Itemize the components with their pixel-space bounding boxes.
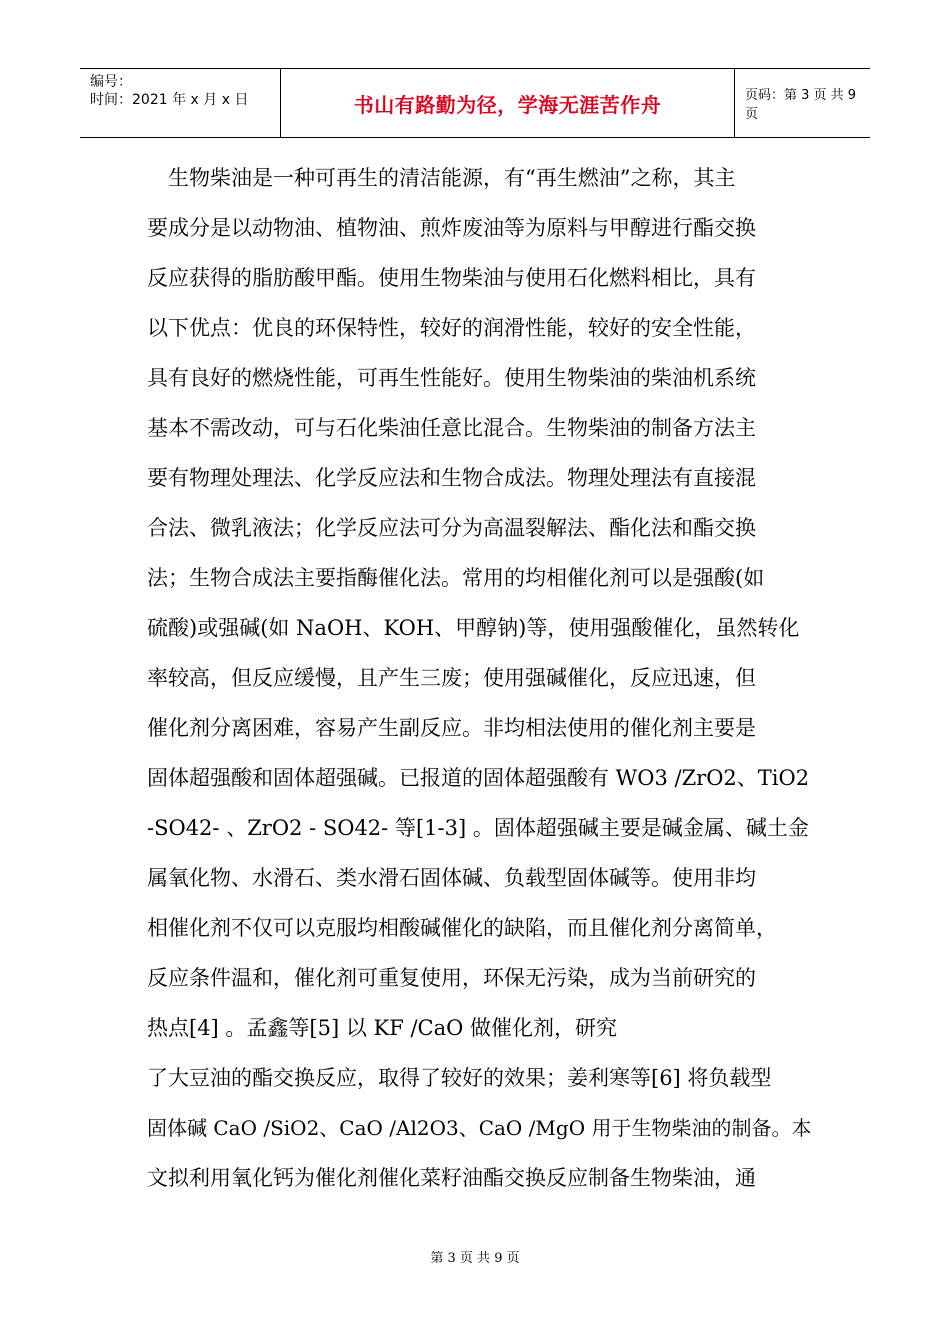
header-page-info: 页码：第 3 页 共 9 页 xyxy=(745,88,857,122)
body-line: 要有物理处理法、化学反应法和生物合成法。物理处理法有直接混 xyxy=(147,466,756,490)
body-line: 属氧化物、水滑石、类水滑石固体碱、负载型固体碱等。使用非均 xyxy=(147,866,756,890)
body-line: 生物柴油是一种可再生的清洁能源，有“再生燃油”之称，其主 xyxy=(168,166,736,190)
body-line: 了大豆油的酯交换反应，取得了较好的效果；姜利寒等[6] 将负载型 xyxy=(147,1066,772,1090)
document-number-label: 编号： xyxy=(90,74,132,90)
body-line: -SO42- 、ZrO2 - SO42- 等[1-3] 。固体超强碱主要是碱金属、碱土金 xyxy=(147,816,809,840)
body-line: 要成分是以动物油、植物油、煎炸废油等为原料与甲醇进行酯交换 xyxy=(147,216,756,240)
header-meta xyxy=(80,69,280,137)
body-line: 硫酸)或强碱(如 NaOH、KOH、甲醇钠)等，使用强酸催化，虽然转化 xyxy=(147,616,800,640)
body-line: 催化剂分离困难，容易产生副反应。非均相法使用的催化剂主要是 xyxy=(147,716,756,740)
header-motto-cell xyxy=(280,69,735,137)
body-line: 以下优点：优良的环保特性，较好的润滑性能，较好的安全性能， xyxy=(147,316,756,340)
page-header xyxy=(80,68,870,138)
body-line: 具有良好的燃烧性能，可再生性能好。使用生物柴油的柴油机系统 xyxy=(147,366,756,390)
body-line: 文拟利用氧化钙为催化剂催化菜籽油酯交换反应制备生物柴油，通 xyxy=(147,1166,756,1190)
body-line: 合法、微乳液法；化学反应法可分为高温裂解法、酯化法和酯交换 xyxy=(147,516,756,540)
body-line: 基本不需改动，可与石化柴油任意比混合。生物柴油的制备方法主 xyxy=(147,416,756,440)
body-line: 反应条件温和，催化剂可重复使用，环保无污染，成为当前研究的 xyxy=(147,966,756,990)
body-line: 热点[4] 。孟鑫等[5] 以 KF /CaO 做催化剂，研究 xyxy=(147,1016,618,1040)
body-line: 固体碱 CaO /SiO2、CaO /Al2O3、CaO /MgO 用于生物柴油的制备。本 xyxy=(147,1116,812,1140)
header-page-info-cell xyxy=(735,69,870,137)
body-line: 法；生物合成法主要指酶催化法。常用的均相催化剂可以是强酸(如 xyxy=(147,566,765,590)
body-line: 反应获得的脂肪酸甲酯。使用生物柴油与使用石化燃料相比，具有 xyxy=(147,266,756,290)
body-line: 固体超强酸和固体超强碱。已报道的固体超强酸有 WO3 /ZrO2、TiO2 xyxy=(147,766,810,790)
header-motto: 书山有路勤为径，学海无涯苦作舟 xyxy=(353,92,662,117)
document-time-label: 时间：2021 年 x 月 x 日 xyxy=(90,92,249,108)
page-footer: 第 3 页 共 9 页 xyxy=(430,1251,520,1266)
body-line: 相催化剂不仅可以克服均相酸碱催化的缺陷，而且催化剂分离简单， xyxy=(147,916,777,940)
body-line: 率较高，但反应缓慢，且产生三废；使用强碱催化，反应迅速，但 xyxy=(147,666,756,690)
